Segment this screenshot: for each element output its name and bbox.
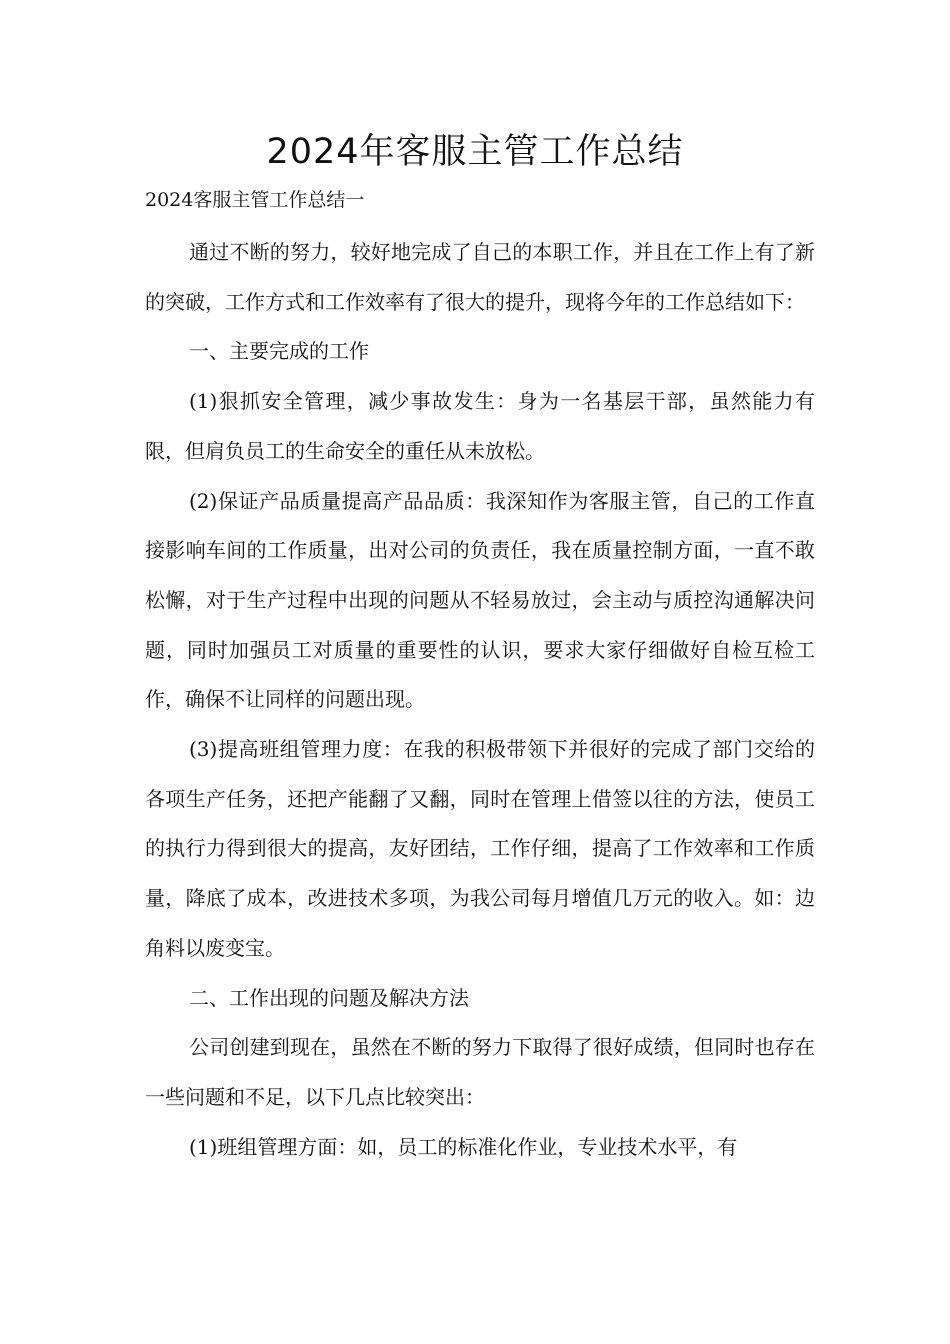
- paragraph-problems-intro: 公司创建到现在，虽然在不断的努力下取得了很好成绩，但同时也存在一些问题和不足，以下几点比较突出：: [145, 1035, 815, 1109]
- section-heading-main-work: 一、主要完成的工作: [189, 339, 369, 364]
- section-heading-problems: 二、工作出现的问题及解决方法: [189, 985, 469, 1010]
- paragraph-team-management: (3)提高班组管理力度：在我的积极带领下并很好的完成了部门交给的各项生产任务，还把产能翻了又翻，同时在管理上借签以往的方法，使员工的执行力得到很大的提高，友好团结，工作仔细，提高了工作效率和工作质量，降底了成本，改进技术多项，为我公司每月增值几万元的收入。如：边角料以废变宝。: [145, 737, 815, 960]
- paragraph-safety: (1)狠抓安全管理，减少事故发生：身为一名基层干部，虽然能力有限，但肩负员工的生命安全的重任从未放松。: [145, 389, 815, 463]
- paragraph-intro: 通过不断的努力，较好地完成了自己的本职工作，并且在工作上有了新的突破，工作方式和工作效率有了很大的提升，现将今年的工作总结如下：: [145, 240, 815, 314]
- paragraph-team-issues: (1)班组管理方面：如，员工的标准化作业，专业技术水平，有: [189, 1134, 738, 1159]
- document-subtitle: 2024客服主管工作总结一: [145, 189, 365, 211]
- paragraph-quality: (2)保证产品质量提高产品品质：我深知作为客服主管，自己的工作直接影响车间的工作质量，出对公司的负责任，我在质量控制方面，一直不敢松懈，对于生产过程中出现的问题从不轻易放过，会主动与质控沟通解决问题，同时加强员工对质量的重要性的认识，要求大家仔细做好自检互检工作，确保不让同样的问题出现。: [145, 488, 815, 712]
- document-body: [145, 228, 815, 1172]
- document-title: 2024年客服主管工作总结: [266, 132, 684, 172]
